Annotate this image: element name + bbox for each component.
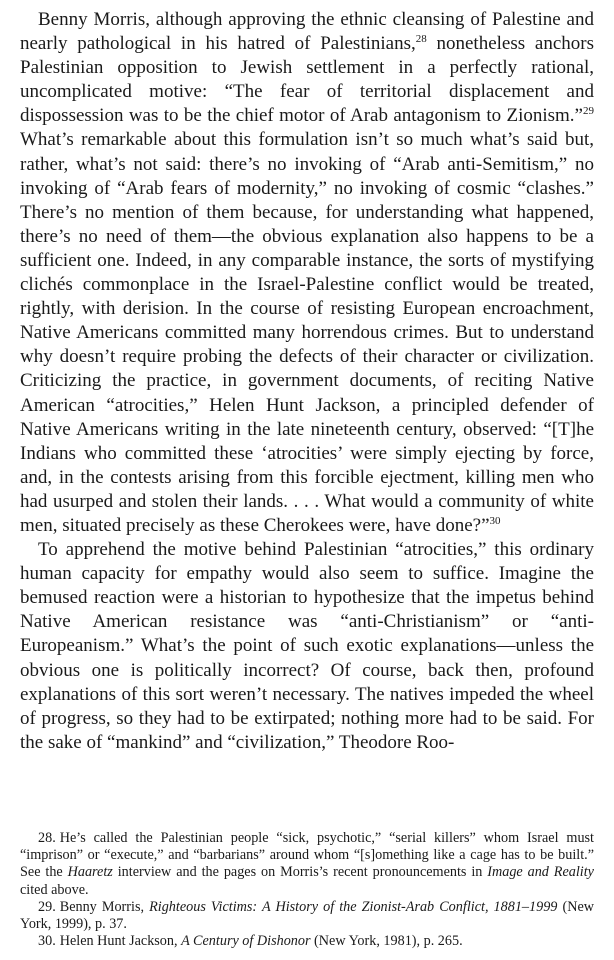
footnote-text: (New York, 1999), p. 37. [20, 898, 594, 933]
footnote-text: interview and the pages on Morris’s recent pronouncements in [112, 864, 488, 881]
footnote-text: Benny Morris, [59, 898, 150, 915]
footnotes [20, 830, 594, 950]
footnote-number: 30. [38, 933, 56, 950]
footnote-ref-30[interactable]: 30 [489, 514, 501, 527]
footnote-30 [20, 933, 594, 950]
footnote-text: He’s called the Palestinian people “sick, psychotic,” “serial killers” whom Israel must “imprison” or “execute,” and “barbarians” around whom “[s]omething like a cage has to be built.” See the [20, 830, 594, 881]
footnote-italic: Image and Reality [487, 864, 594, 881]
footnote-29 [20, 899, 594, 933]
paragraph-1-part-2: nonetheless anchors Palestinian opposition to Jewish settlement in a perfectly rational, uncomplicated motive: “The fear of territorial displacement and dispossession was to be the chief motor of Arab antagonism to Zionism.” [20, 33, 594, 127]
footnote-italic: Righteous Victims: A History of the Zionist-Arab Conflict, 1881–1999 [149, 898, 558, 915]
paragraph-1 [20, 8, 594, 538]
paragraph-1-part-3: What’s remarkable about this formulation isn’t so much what’s said but, rather, what’s not said: there’s no invoking of “Arab anti-Semitism,” no invoking of “Arab fears of modernity,” no invoking of cosmic “clashes.” There’s no mention of them because, for understanding what happened, there’s no need of them—the obvious explanation also happens to be a sufficient one. Indeed, in any comparable instance, the sorts of mystifying clichés commonplace in the Israel-Palestine conflict would be treated, rightly, with derision. In the course of resisting European encroachment, Native Americans committed many horrendous crimes. But to understand why doesn’t require probing the defects of their character or civilization. Criticizing the practice, in government documents, of reciting Native American “atrocities,” Helen Hunt Jackson, a principled defender of Native Americans writing in the late nineteenth century, observed: “[T]he Indians who committed these ‘atrocities’ were simply ejecting by force, and, in the contests arising from this forcible ejectment, killing men who had usurped and stolen their lands. . . . What would a community of white men, situated precisely as these Cherokees were, have done?” [20, 129, 594, 536]
footnote-number: 29. [38, 898, 56, 915]
footnote-ref-28[interactable]: 28 [415, 33, 427, 46]
footnote-text: Helen Hunt Jackson, [59, 933, 182, 950]
paragraph-2: To apprehend the motive behind Palestinian “atrocities,” this ordinary human capacity for empathy would also seem to suffice. Imagine the bemused reaction were a historian to hypothesize that the impetus behind Native American resistance was “anti-Christianism” or “anti-Europeanism.” What’s the point of such exotic explanations—unless the obvious one is politically incorrect? Of course, back then, profound explanations of this sort weren’t necessary. The natives impeded the wheel of progress, so they had to be extirpated; nothing more had to be said. For the sake of “mankind” and “civilization,” Theodore Roo- [20, 539, 594, 753]
footnote-italic: A Century of Dishonor [181, 933, 311, 950]
footnote-text: (New York, 1981), p. 265. [310, 933, 463, 950]
footnote-text: cited above. [20, 881, 89, 898]
book-page [20, 0, 594, 960]
footnote-28 [20, 830, 594, 899]
paragraph-1-part-1: Benny Morris, although approving the ethnic cleansing of Palestine and nearly pathological in his hatred of Palestinians, [20, 9, 594, 55]
main-text [20, 8, 594, 755]
footnote-italic: Haaretz [67, 864, 113, 881]
footnote-ref-29[interactable]: 29 [583, 105, 594, 118]
footnote-number: 28. [38, 830, 56, 846]
